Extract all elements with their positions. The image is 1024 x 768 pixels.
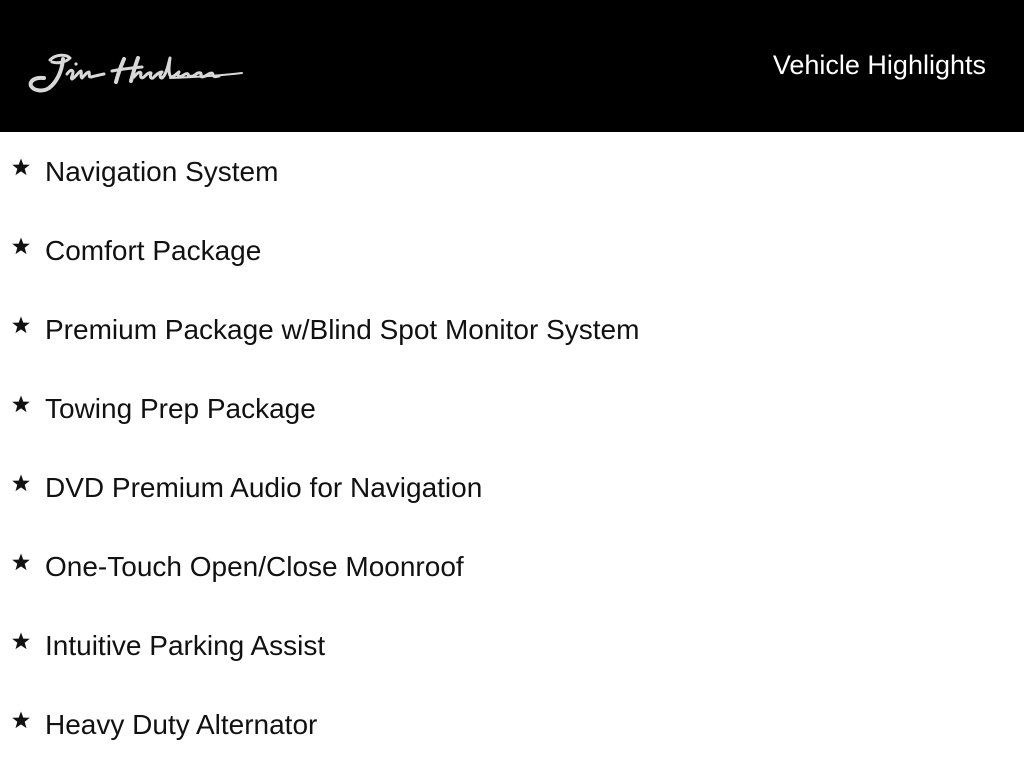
highlight-label: One-Touch Open/Close Moonroof [45,551,464,582]
star-icon [11,315,31,335]
highlight-label: Navigation System [45,156,279,187]
highlight-label: Towing Prep Package [45,393,316,424]
signature-logo [20,44,244,96]
star-icon [11,552,31,572]
star-icon [11,157,31,177]
star-icon [11,631,31,651]
highlight-item [0,448,1024,527]
star-icon [11,236,31,256]
header-bar [0,0,1024,132]
brand-logo[interactable] [20,44,244,96]
highlight-item [0,211,1024,290]
highlight-item [0,685,1024,764]
highlight-label: Heavy Duty Alternator [45,709,318,740]
page-title: Vehicle Highlights [772,50,986,80]
vehicle-highlights-list [0,132,1024,764]
highlight-label: DVD Premium Audio for Navigation [45,472,483,503]
highlight-item [0,132,1024,211]
highlight-item [0,527,1024,606]
highlight-label: Intuitive Parking Assist [45,630,326,661]
highlight-item [0,290,1024,369]
star-icon [11,710,31,730]
highlight-item [0,606,1024,685]
star-icon [11,473,31,493]
star-icon [11,394,31,414]
highlight-label: Comfort Package [45,235,262,266]
highlight-label: Premium Package w/Blind Spot Monitor System [45,314,640,345]
highlight-item [0,369,1024,448]
